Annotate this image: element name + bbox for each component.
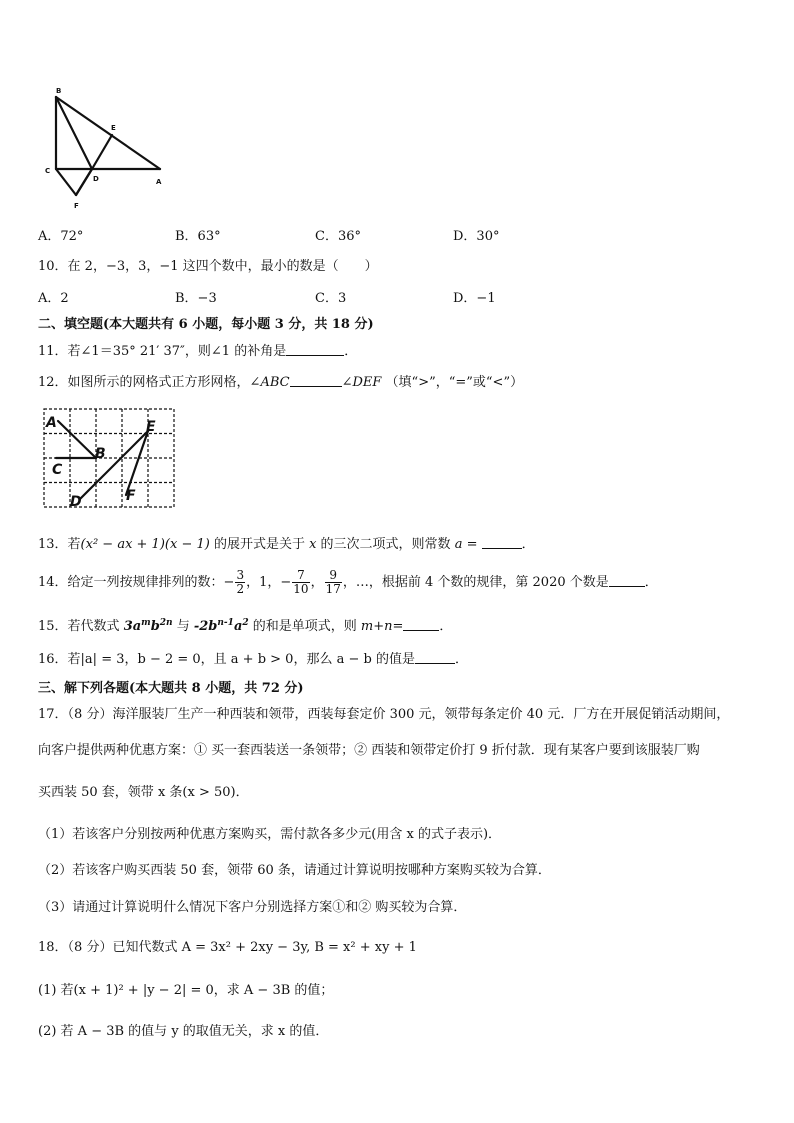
grid-label-c: C — [52, 462, 63, 478]
q10-option-d[interactable]: D．−1 — [453, 291, 496, 306]
q14-end: ． — [644, 575, 658, 590]
grid-label-f: F — [126, 488, 136, 504]
q14-fraction-2: $\frac{7}{10}$ — [293, 568, 309, 596]
q17-sub1: （1）若该客户分别按两种优惠方案购买，需付款各多少元(用含 x 的式子表示)． — [38, 827, 502, 842]
q17-sub3: （3）请通过计算说明什么情况下客户分别选择方案①和② 购买较为合算． — [38, 900, 467, 915]
label-c: C — [45, 167, 51, 175]
q11-text: 11．若∠1＝35° 21′ 37″，则∠1 的补角是 — [38, 344, 287, 359]
q12-hint: （填“>”，“=”或“<”） — [385, 375, 524, 390]
q13-eq: = — [462, 537, 482, 552]
q11 — [38, 342, 357, 361]
q14-fraction-3: $\frac{9}{17}$ — [325, 568, 341, 596]
q10-option-b[interactable]: B．−3 — [175, 291, 217, 306]
q13-var-a: a — [454, 537, 463, 552]
q13-end: ． — [521, 537, 535, 552]
q17-line1: 17．（8 分）海洋服装厂生产一种西装和领带，西装每套定价 300 元，领带每条定价 40 元．厂方在开展促销活动期间， — [38, 707, 730, 722]
label-b: B — [56, 87, 62, 95]
q14-f2-sign: − — [280, 575, 292, 590]
grid-figure — [42, 407, 178, 511]
q16 — [38, 650, 468, 669]
q16-conditions: |a| = 3，b − 2 = 0，且 a + b > 0，那么 a − b 的值是 — [80, 652, 415, 667]
q12-angle-abc: ∠ABC — [249, 375, 290, 390]
q18-stem: 18．（8 分）已知代数式 A = 3x² + 2xy − 3y, B = x² + xy + 1 — [38, 940, 417, 955]
q13-text-mid2: 的三次二项式，则常数 — [316, 537, 455, 552]
q15-end: ． — [439, 619, 453, 634]
q12-answer-blank[interactable] — [290, 373, 342, 387]
q18-sub2: (2) 若 A − 3B 的值与 y 的取值无关，求 x 的值． — [38, 1024, 329, 1039]
q12 — [38, 373, 523, 392]
q17-line2: 向客户提供两种优惠方案：① 买一套西装送一条领带；② 西装和领带定价打 9 折付款．现有某客户要到该服装厂购 — [38, 743, 700, 758]
q13-var-x: x — [309, 537, 317, 552]
q10-option-c[interactable]: C．3 — [315, 291, 347, 306]
q15-term2: $-2b^{n-1}a^2$ — [193, 618, 249, 634]
q15 — [38, 614, 452, 636]
label-d: D — [93, 175, 99, 183]
q17-sub2: （2）若该客户购买西装 50 套，领带 60 条，请通过计算说明按哪种方案购买较为合算． — [38, 863, 551, 878]
q16-end: ． — [454, 652, 468, 667]
grid-label-d: D — [70, 494, 82, 510]
grid-label-e: E — [146, 419, 156, 435]
q15-text-mid: 与 — [172, 619, 194, 634]
triangle-figure — [40, 85, 175, 220]
grid-label-a: A — [46, 415, 57, 431]
q14-fraction-1: $\frac{3}{2}$ — [236, 568, 245, 596]
label-f: F — [74, 202, 79, 210]
q9-option-c[interactable]: C．36° — [315, 229, 361, 244]
q14-text-rest: ，…，根据前 4 个数的规律，第 2020 个数是 — [342, 575, 609, 590]
q14-text: 14．给定一列按规律排列的数： — [38, 575, 224, 590]
q15-term1: $3a^mb^{2n}$ — [123, 618, 173, 634]
q14-f1-sign: − — [223, 575, 235, 590]
q15-answer-blank[interactable] — [403, 617, 439, 631]
q12-angle-def: ∠DEF — [341, 375, 382, 390]
q9-option-a[interactable]: A．72° — [38, 229, 84, 244]
q16-answer-blank[interactable] — [415, 650, 455, 664]
label-e: E — [111, 124, 116, 132]
section3-heading: 三、解下列各题(本大题共 8 小题，共 72 分) — [38, 681, 304, 696]
q15-mn: m+n= — [360, 619, 404, 634]
q12-text: 12．如图所示的网格式正方形网格， — [38, 375, 250, 390]
q18-sub1: (1) 若(x + 1)² + |y − 2| = 0，求 A − 3B 的值； — [38, 983, 334, 998]
q13-answer-blank[interactable] — [482, 535, 522, 549]
q17-line3: 买西装 50 套，领带 x 条(x > 50)． — [38, 785, 249, 800]
q11-end: ． — [344, 344, 358, 359]
q11-answer-blank[interactable] — [286, 342, 344, 356]
section2-heading: 二、填空题(本大题共有 6 小题，每小题 3 分，共 18 分) — [38, 317, 374, 332]
q9-option-d[interactable]: D．30° — [453, 229, 500, 244]
q13-text: 13．若 — [38, 537, 81, 552]
label-a: A — [156, 178, 162, 186]
q13 — [38, 535, 535, 554]
q14: 14．给定一列按规律排列的数：− $\frac{3}{2}$ ，1，− $\frac{7}{10}$ ， $\frac{9}{17}$ ，…，根据前 4 个数的规律，第 2020 个数是 ． — [38, 568, 658, 596]
q14-one: ，1， — [246, 575, 281, 590]
q15-text: 15．若代数式 — [38, 619, 124, 634]
q9-option-b[interactable]: B．63° — [175, 229, 221, 244]
q10-stem: 10．在 2，−3，3，−1 这四个数中，最小的数是（ ） — [38, 259, 378, 274]
q13-expr2: (x − 1) — [164, 537, 210, 552]
q13-expr1: (x² − ax + 1) — [80, 537, 165, 552]
q10-option-a[interactable]: A．2 — [38, 291, 69, 306]
q16-text: 16．若 — [38, 652, 81, 667]
q13-text-mid: 的展开式是关于 — [209, 537, 310, 552]
q14-answer-blank[interactable] — [609, 573, 645, 587]
q15-text-post: 的和是单项式，则 — [248, 619, 361, 634]
grid-label-b: B — [95, 446, 106, 462]
